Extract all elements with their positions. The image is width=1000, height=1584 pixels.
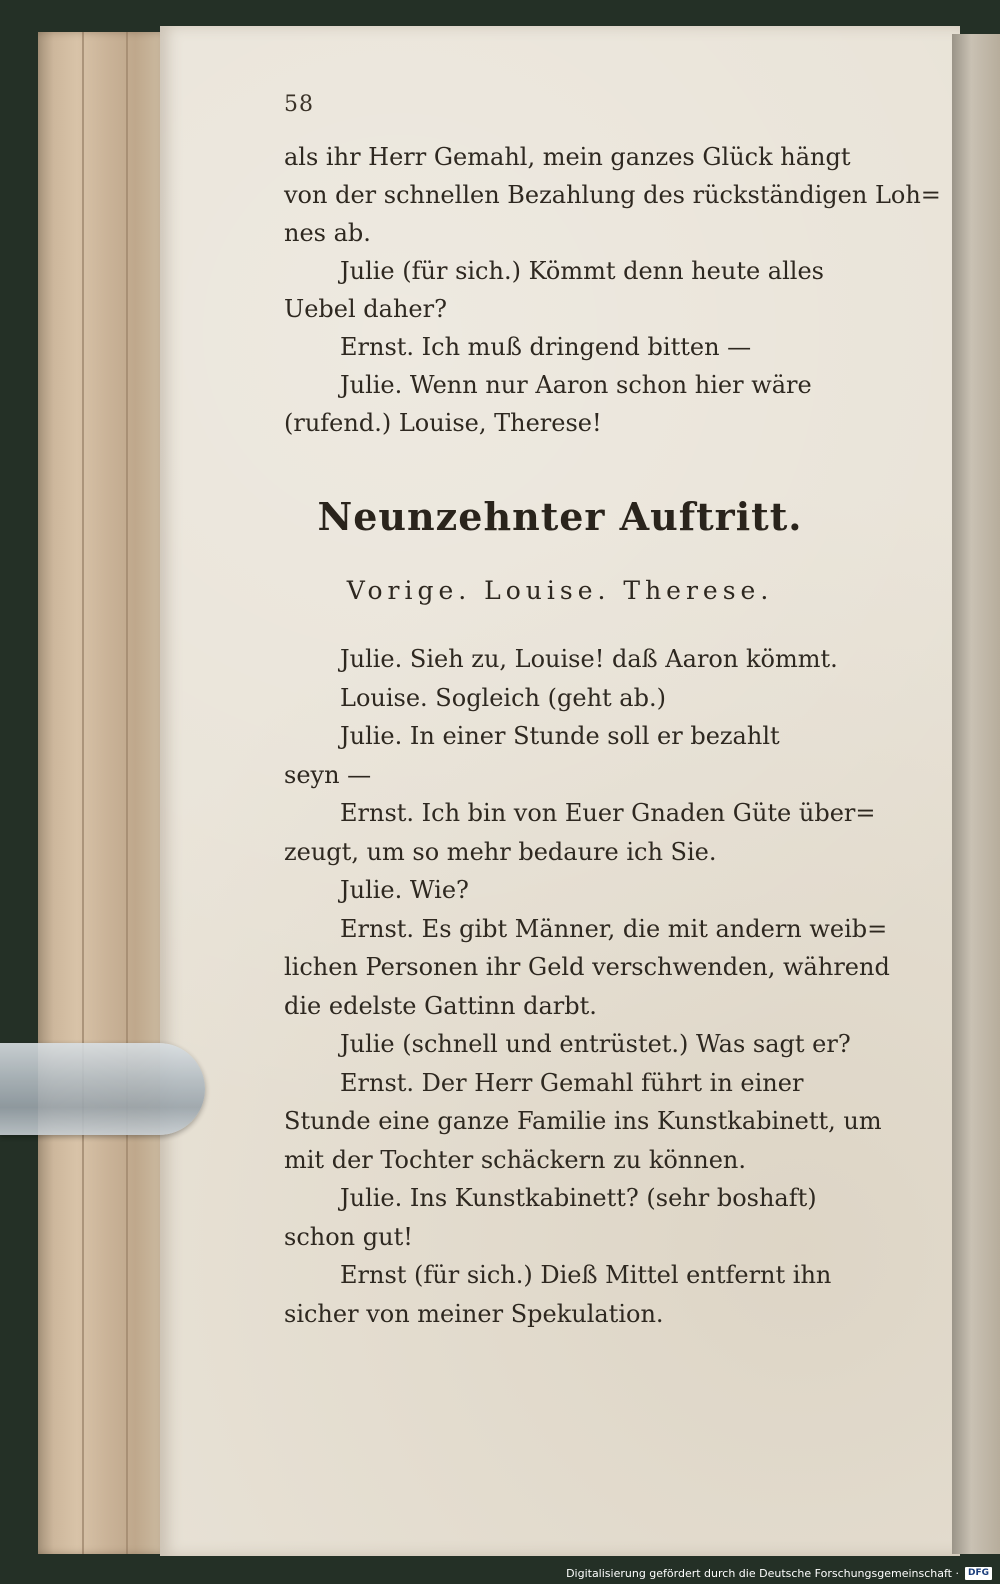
text-line: mit der Tochter schäckern zu können. [284, 1145, 747, 1174]
text-line: Ernst. Der Herr Gemahl führt in einer [340, 1068, 804, 1097]
facing-page-edge [952, 34, 1000, 1554]
text-line: Ernst. Es gibt Männer, die mit andern weib= [340, 914, 888, 943]
text-line: Julie. Wie? [340, 876, 469, 904]
text-line: Julie. Sieh zu, Louise! daß Aaron kömmt. [340, 645, 838, 673]
text-line: nes ab. [284, 219, 371, 247]
text-line: Julie (schnell und entrüstet.) Was sagt er? [340, 1030, 851, 1058]
text-line: Stunde eine ganze Familie ins Kunstkabinett, um [284, 1107, 882, 1135]
page-holder-clip [0, 1043, 205, 1135]
text-line: Julie (für sich.) Kömmt denn heute alles [340, 257, 824, 285]
text-line: Ernst. Ich muß dringend bitten — [340, 333, 752, 361]
page-number: 58 [284, 92, 314, 117]
text-line: (rufend.) Louise, Therese! [284, 409, 602, 437]
text-line: von der schnellen Bezahlung des rückständigen Loh= [284, 181, 941, 209]
text-line: Louise. Sogleich (geht ab.) [340, 683, 666, 712]
scene-heading: Neunzehnter Auftritt. [317, 494, 803, 539]
footer-credit-text: Digitalisierung gefördert durch die Deutsche Forschungsgemeinschaft · [566, 1566, 959, 1580]
text-line: die edelste Gattinn darbt. [284, 991, 597, 1020]
text-line: Julie. Ins Kunstkabinett? (sehr boshaft) [340, 1184, 817, 1212]
book-page-edges [38, 32, 168, 1554]
footer-credit [566, 1565, 992, 1581]
text-block-top [284, 138, 941, 442]
dfg-logo-icon: DFG [965, 1567, 992, 1580]
text-line: Uebel daher? [284, 295, 447, 323]
text-line: lichen Personen ihr Geld verschwenden, während [284, 953, 890, 981]
text-line: zeugt, um so mehr bedaure ich Sie. [284, 837, 717, 866]
text-line: seyn — [284, 760, 372, 789]
text-line: Ernst (für sich.) Dieß Mittel entfernt ihn [340, 1261, 832, 1289]
text-line: Julie. In einer Stunde soll er bezahlt [340, 722, 780, 750]
text-line: als ihr Herr Gemahl, mein ganzes Glück hängt [284, 143, 851, 171]
cast-line: Vorige. Louise. Therese. [346, 576, 774, 605]
text-line: Julie. Wenn nur Aaron schon hier wäre [340, 371, 812, 399]
text-block-bottom [284, 640, 924, 1333]
text-line: schon gut! [284, 1222, 413, 1251]
text-line: sicher von meiner Spekulation. [284, 1299, 664, 1328]
text-line: Ernst. Ich bin von Euer Gnaden Güte über= [340, 799, 876, 827]
